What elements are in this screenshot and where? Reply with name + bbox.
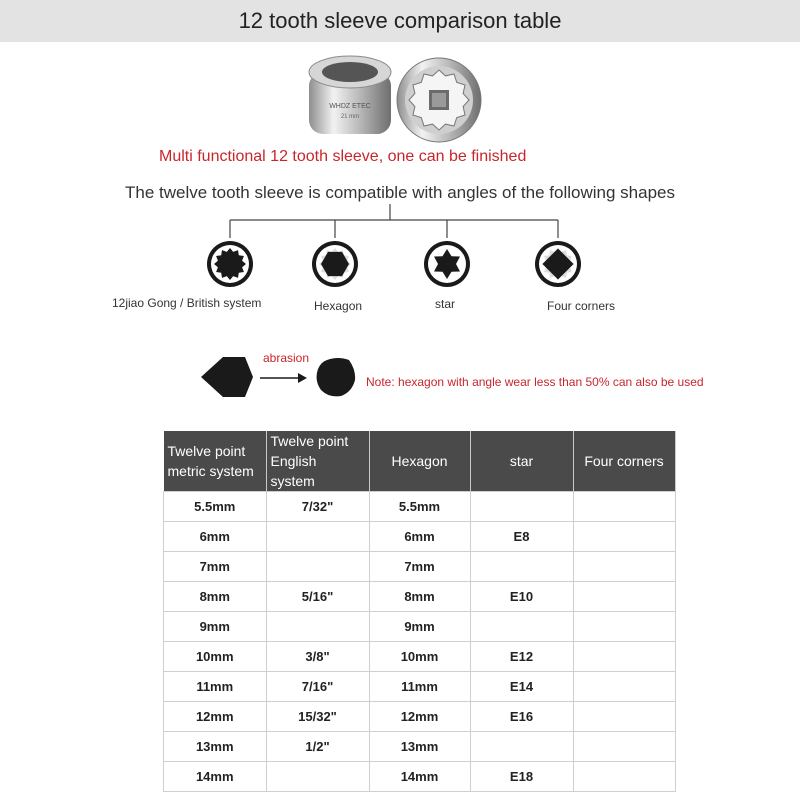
hexagon-icon bbox=[312, 241, 358, 287]
table-row bbox=[164, 582, 676, 612]
cell-hexagon: 7mm bbox=[369, 552, 470, 582]
header-english bbox=[266, 431, 369, 492]
header-english-line1: Twelve point bbox=[270, 433, 349, 449]
header-metric-line1: Twelve point bbox=[167, 443, 246, 459]
hexagon-shape bbox=[201, 357, 253, 397]
cell-english: 7/32" bbox=[266, 492, 369, 522]
arrow-head-icon bbox=[298, 373, 307, 383]
cell-square bbox=[573, 672, 675, 702]
cell-english bbox=[266, 522, 369, 552]
cell-english: 15/32" bbox=[266, 702, 369, 732]
abrasion-note: Note: hexagon with angle wear less than 50% can also be used bbox=[366, 375, 704, 389]
cell-metric: 11mm bbox=[164, 672, 267, 702]
cell-star bbox=[470, 552, 573, 582]
page-title: 12 tooth sleeve comparison table bbox=[238, 8, 562, 33]
cell-hexagon: 10mm bbox=[369, 642, 470, 672]
cell-square bbox=[573, 642, 675, 672]
shape-label-hexagon: Hexagon bbox=[314, 299, 363, 313]
cell-metric: 12mm bbox=[164, 702, 267, 732]
twelve-point-icon bbox=[207, 241, 253, 287]
cell-metric: 9mm bbox=[164, 612, 267, 642]
header-metric bbox=[164, 431, 267, 492]
cell-english: 7/16" bbox=[266, 672, 369, 702]
cell-english bbox=[266, 612, 369, 642]
table-row bbox=[164, 612, 676, 642]
socket-size-text: 21 mm bbox=[340, 114, 360, 120]
cell-square bbox=[573, 612, 675, 642]
cell-square bbox=[573, 732, 675, 762]
cell-english bbox=[266, 552, 369, 582]
cell-hexagon: 8mm bbox=[369, 582, 470, 612]
header-english-line2: English system bbox=[270, 453, 317, 489]
shape-label-four-corners: Four corners bbox=[547, 299, 616, 313]
cell-star: E14 bbox=[470, 672, 573, 702]
cell-metric: 14mm bbox=[164, 762, 267, 792]
table-row bbox=[164, 492, 676, 522]
socket-side-view bbox=[309, 56, 391, 134]
header-metric-line2: metric system bbox=[167, 463, 254, 479]
header-hexagon: Hexagon bbox=[369, 431, 470, 492]
tagline: Multi functional 12 tooth sleeve, one can be finished bbox=[159, 148, 527, 165]
cell-hexagon: 14mm bbox=[369, 762, 470, 792]
table-row bbox=[164, 642, 676, 672]
socket-brand-text: WHDZ ETEC bbox=[329, 103, 371, 110]
cell-metric: 5.5mm bbox=[164, 492, 267, 522]
page-header bbox=[0, 0, 800, 42]
header-star: star bbox=[470, 431, 573, 492]
cell-square bbox=[573, 702, 675, 732]
cell-metric: 8mm bbox=[164, 582, 267, 612]
socket-front-view bbox=[397, 58, 481, 142]
abrasion-label: abrasion bbox=[263, 351, 310, 365]
header-four-corners: Four corners bbox=[573, 431, 675, 492]
cell-hexagon: 12mm bbox=[369, 702, 470, 732]
cell-english bbox=[266, 762, 369, 792]
cell-square bbox=[573, 582, 675, 612]
cell-star: E8 bbox=[470, 522, 573, 552]
table-row bbox=[164, 672, 676, 702]
cell-star: E12 bbox=[470, 642, 573, 672]
cell-star: E10 bbox=[470, 582, 573, 612]
cell-metric: 7mm bbox=[164, 552, 267, 582]
square-icon bbox=[535, 241, 581, 287]
cell-hexagon: 13mm bbox=[369, 732, 470, 762]
cell-hexagon: 5.5mm bbox=[369, 492, 470, 522]
cell-star: E18 bbox=[470, 762, 573, 792]
table-header-row bbox=[164, 431, 676, 492]
cell-star bbox=[470, 612, 573, 642]
table-row bbox=[164, 702, 676, 732]
cell-star bbox=[470, 492, 573, 522]
cell-square bbox=[573, 492, 675, 522]
cell-metric: 10mm bbox=[164, 642, 267, 672]
cell-english: 3/8" bbox=[266, 642, 369, 672]
shape-label-star: star bbox=[435, 297, 456, 311]
cell-metric: 6mm bbox=[164, 522, 267, 552]
cell-hexagon: 6mm bbox=[369, 522, 470, 552]
shape-label-twelve-point: 12jiao Gong / British system bbox=[112, 296, 262, 310]
table-row bbox=[164, 732, 676, 762]
cell-square bbox=[573, 762, 675, 792]
cell-star: E16 bbox=[470, 702, 573, 732]
cell-english: 5/16" bbox=[266, 582, 369, 612]
compat-text: The twelve tooth sleeve is compatible with angles of the following shapes bbox=[125, 183, 675, 202]
table-row bbox=[164, 552, 676, 582]
worn-hexagon-shape bbox=[317, 358, 356, 396]
cell-square bbox=[573, 552, 675, 582]
cell-hexagon: 11mm bbox=[369, 672, 470, 702]
cell-english: 1/2" bbox=[266, 732, 369, 762]
cell-star bbox=[470, 732, 573, 762]
socket-photo bbox=[303, 50, 483, 145]
table-row bbox=[164, 762, 676, 792]
cell-square bbox=[573, 522, 675, 552]
comparison-table bbox=[163, 431, 676, 792]
cell-hexagon: 9mm bbox=[369, 612, 470, 642]
cell-metric: 13mm bbox=[164, 732, 267, 762]
table-row bbox=[164, 522, 676, 552]
star-icon bbox=[424, 241, 470, 287]
